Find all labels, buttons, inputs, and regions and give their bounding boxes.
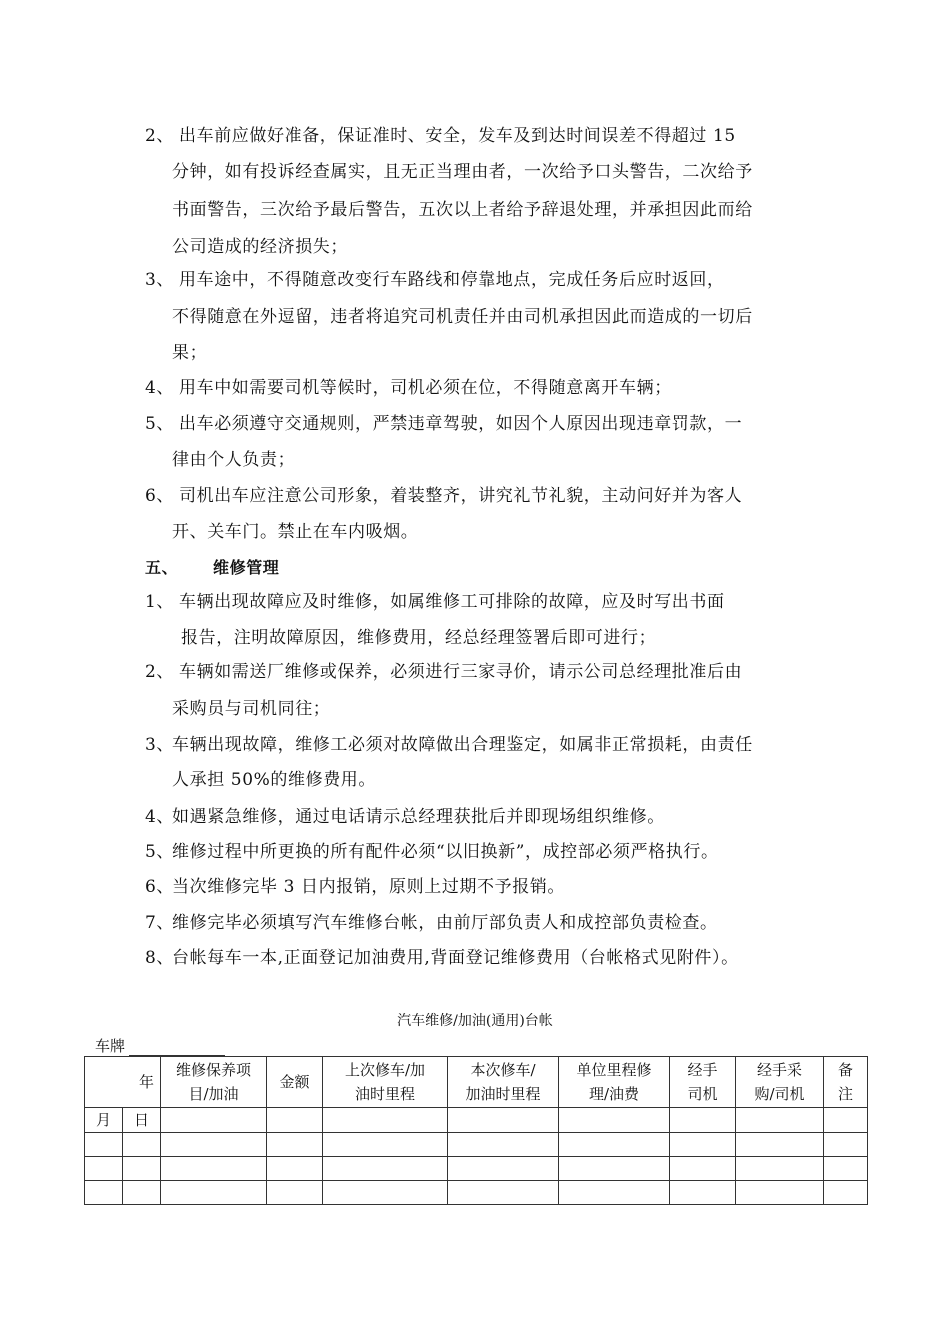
line-text: 如遇紧急维修，通过电话请示总经理获批后并即现场组织维修。 [172, 807, 665, 827]
line-text: 司机出车应注意公司形象，着装整齐，讲究礼节礼貌，主动问好并为客人 [179, 486, 743, 506]
header-cell: 金额 [267, 1057, 323, 1108]
empty-cell[interactable] [123, 1181, 161, 1205]
empty-cell[interactable] [323, 1108, 448, 1133]
line-text: 用车途中，不得随意改变行车路线和停靠地点，完成任务后应时返回， [179, 270, 725, 290]
line-text: 台帐每车一本,正面登记加油费用,背面登记维修费用（台帐格式见附件）。 [172, 948, 739, 968]
line-text: 维修完毕必须填写汽车维修台帐，由前厅部负责人和成控部负责检查。 [172, 913, 718, 933]
text-line [145, 590, 725, 614]
header-cell: 维修保养项 目/加油 [161, 1057, 267, 1108]
section-title: 维修管理 [213, 558, 280, 577]
item-number: 3、 [145, 270, 175, 290]
item-number: 2、 [145, 662, 175, 682]
empty-cell[interactable] [559, 1133, 670, 1157]
text-line [145, 484, 742, 508]
empty-cell[interactable] [267, 1157, 323, 1181]
empty-cell[interactable] [824, 1157, 868, 1181]
empty-cell[interactable] [85, 1181, 123, 1205]
item-number: 1、 [145, 592, 175, 612]
empty-cell[interactable] [736, 1157, 824, 1181]
text-line [145, 376, 672, 400]
line-text: 报告，注明故障原因，维修费用，经总经理签署后即可进行； [181, 628, 657, 648]
text-line [172, 448, 295, 472]
line-text: 出车必须遵守交通规则，严禁违章驾驶，如因个人原因出现违章罚款，一 [179, 414, 743, 434]
line-text: 车辆出现故障应及时维修，如属维修工可排除的故障，应及时写出书面 [179, 592, 725, 612]
text-line [172, 160, 753, 184]
empty-cell[interactable] [85, 1133, 123, 1157]
empty-cell[interactable] [670, 1157, 736, 1181]
empty-cell[interactable] [267, 1181, 323, 1205]
empty-cell[interactable] [559, 1181, 670, 1205]
ledger-caption: 汽车维修/加油(通用)台帐 [397, 1013, 553, 1029]
empty-cell[interactable] [267, 1133, 323, 1157]
line-text: 人承担 50%的维修费用。 [172, 770, 376, 790]
line-text: 律由个人负责； [172, 450, 296, 470]
header-cell: 单位里程修 理/油费 [559, 1057, 670, 1108]
text-line [172, 520, 418, 544]
item-number: 8、 [145, 948, 175, 968]
text-line [145, 875, 565, 899]
item-number: 5、 [145, 414, 175, 434]
line-text: 采购员与司机同往； [172, 699, 331, 719]
subheader-row [85, 1108, 868, 1133]
empty-cell[interactable] [85, 1157, 123, 1181]
item-number: 3、 [145, 735, 175, 755]
header-cell: 备 注 [824, 1057, 868, 1108]
ledger-table [84, 1056, 868, 1205]
text-line [172, 768, 376, 792]
line-text: 维修过程中所更换的所有配件必须“以旧换新”，成控部必须严格执行。 [172, 842, 719, 862]
line-text: 用车中如需要司机等候时，司机必须在位，不得随意离开车辆； [179, 378, 672, 398]
empty-cell[interactable] [323, 1157, 448, 1181]
header-cell: 经手采 购/司机 [736, 1057, 824, 1108]
text-line [145, 733, 753, 757]
line-text: 分钟，如有投诉经查属实，且无正当理由者，一次给予口头警告，二次给予 [172, 162, 753, 182]
line-text: 出车前应做好准备，保证准时、安全，发车及到达时间误差不得超过 15 [179, 126, 736, 146]
item-number: 6、 [145, 486, 175, 506]
text-line [145, 805, 665, 829]
header-cell: 上次修车/加 油时里程 [323, 1057, 448, 1108]
empty-cell[interactable] [267, 1108, 323, 1133]
text-line [172, 697, 330, 721]
line-text: 车辆如需送厂维修或保养，必须进行三家寻价，请示公司总经理批准后由 [179, 662, 743, 682]
day-header: 日 [123, 1108, 161, 1133]
empty-cell[interactable] [559, 1157, 670, 1181]
item-number: 2、 [145, 126, 175, 146]
text-line [145, 840, 719, 864]
plate-blank [129, 1041, 225, 1056]
empty-cell[interactable] [670, 1108, 736, 1133]
month-header: 月 [85, 1108, 123, 1133]
empty-cell[interactable] [161, 1181, 267, 1205]
empty-cell[interactable] [323, 1133, 448, 1157]
empty-cell[interactable] [123, 1133, 161, 1157]
line-text: 开、关车门。禁止在车内吸烟。 [172, 522, 419, 542]
empty-cell[interactable] [824, 1108, 868, 1133]
item-number: 4、 [145, 807, 175, 827]
empty-cell[interactable] [448, 1108, 559, 1133]
text-line [145, 660, 742, 684]
empty-cell[interactable] [448, 1133, 559, 1157]
line-text: 果； [172, 343, 208, 363]
empty-cell[interactable] [559, 1108, 670, 1133]
table-row [85, 1157, 868, 1181]
empty-cell[interactable] [736, 1181, 824, 1205]
plate-field [95, 1035, 225, 1056]
section-heading [145, 556, 279, 580]
header-cell: 经手 司机 [670, 1057, 736, 1108]
text-line [145, 946, 739, 970]
empty-cell[interactable] [670, 1181, 736, 1205]
section-number: 五、 [145, 558, 179, 577]
text-line [172, 198, 753, 222]
text-line [145, 124, 736, 148]
line-text: 不得随意在外逗留，违者将追究司机责任并由司机承担因此而造成的一切后 [172, 307, 753, 327]
item-number: 5、 [145, 842, 175, 862]
plate-label: 车牌 [95, 1037, 126, 1055]
empty-cell[interactable] [161, 1133, 267, 1157]
header-cell: 本次修车/ 加油时里程 [448, 1057, 559, 1108]
header-row [85, 1057, 868, 1108]
empty-cell[interactable] [161, 1108, 267, 1133]
line-text: 书面警告，三次给予最后警告，五次以上者给予辞退处理，并承担因此而给 [172, 200, 753, 220]
line-text: 当次维修完毕 3 日内报销，原则上过期不予报销。 [172, 877, 566, 897]
line-text: 车辆出现故障，维修工必须对故障做出合理鉴定，如属非正常损耗，由责任 [172, 735, 753, 755]
empty-cell[interactable] [323, 1181, 448, 1205]
text-line [145, 911, 718, 935]
item-number: 7、 [145, 913, 175, 933]
empty-cell[interactable] [824, 1181, 868, 1205]
empty-cell[interactable] [824, 1133, 868, 1157]
text-line [172, 341, 207, 365]
line-text: 公司造成的经济损失； [172, 237, 348, 257]
text-line [145, 412, 742, 436]
text-line [172, 305, 753, 329]
empty-cell[interactable] [736, 1133, 824, 1157]
empty-cell[interactable] [161, 1157, 267, 1181]
item-number: 6、 [145, 877, 175, 897]
table-row [85, 1181, 868, 1205]
empty-cell[interactable] [448, 1157, 559, 1181]
empty-cell[interactable] [123, 1157, 161, 1181]
empty-cell[interactable] [736, 1108, 824, 1133]
text-line [181, 626, 656, 650]
empty-cell[interactable] [448, 1181, 559, 1205]
empty-cell[interactable] [670, 1133, 736, 1157]
year-header: 年 [85, 1057, 161, 1108]
text-line [145, 268, 725, 292]
table-row [85, 1133, 868, 1157]
item-number: 4、 [145, 378, 175, 398]
text-line [172, 235, 348, 259]
